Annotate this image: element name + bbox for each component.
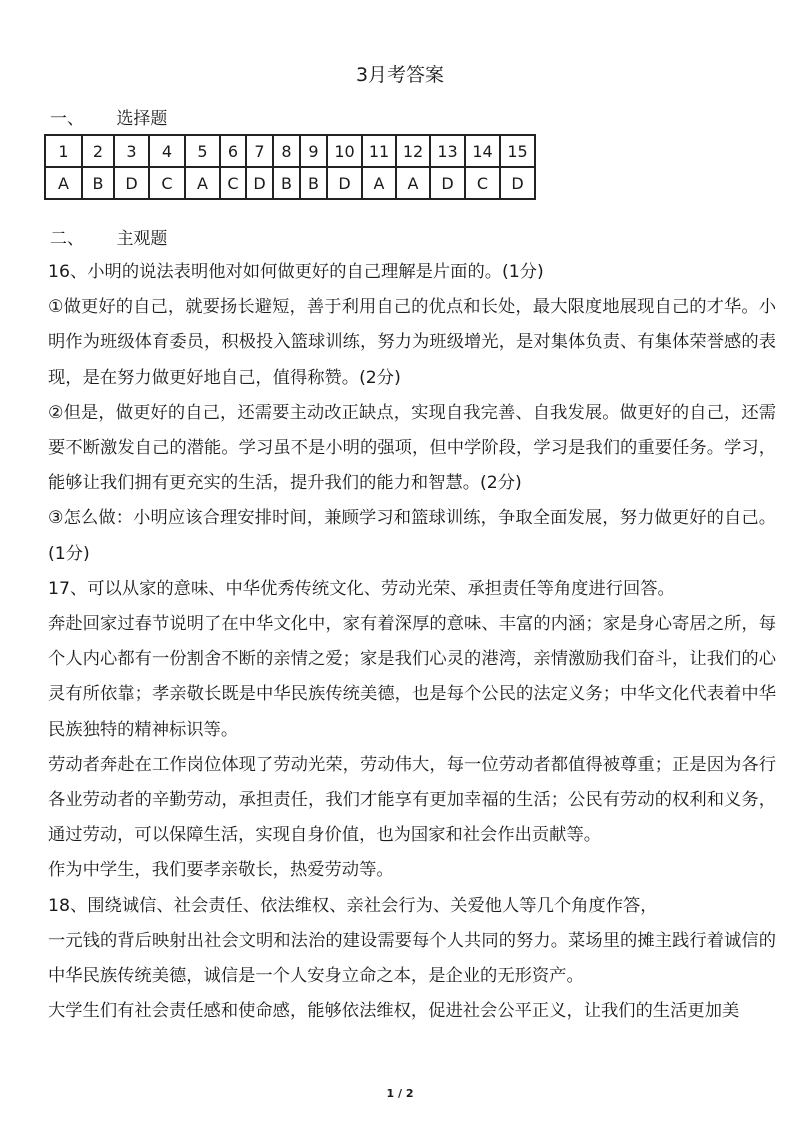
paragraph-q18-intro: 18、围绕诚信、社会责任、依法维权、亲社会行为、关爱他人等几个角度作答， (48, 895, 658, 916)
question-number-cell: 6 (220, 135, 246, 167)
answer-cell: D (246, 167, 273, 199)
answer-cell: B (82, 167, 114, 199)
question-number-cell: 13 (430, 135, 465, 167)
answer-cell: B (273, 167, 300, 199)
answer-cell: D (327, 167, 362, 199)
page-number: 1 / 2 (386, 1087, 414, 1100)
answer-cell: C (220, 167, 246, 199)
section-one-heading (50, 104, 167, 129)
question-number-cell: 8 (273, 135, 300, 167)
paragraph-q16-intro: 16、小明的说法表明他对如何做更好的自己理解是片面的。(1分) (48, 262, 544, 282)
answer-cell: A (362, 167, 396, 199)
question-number-cell: 15 (500, 135, 535, 167)
question-number-cell: 14 (465, 135, 500, 167)
answer-cell: A (45, 167, 82, 199)
paragraph-q17-student: 作为中学生，我们要孝亲敬长，热爱劳动等。 (48, 860, 394, 881)
question-number-row (45, 135, 535, 167)
answer-content (48, 255, 776, 1029)
answer-cell: C (149, 167, 185, 199)
paragraph-q18-integrity: 一元钱的背后映射出社会文明和法治的建设需要每个人共同的努力。菜场里的摊主践行着诚信的中华民族传统美德，诚信是一个人安身立命之本，是企业的无形资产。 (48, 930, 776, 987)
question-number-cell: 7 (246, 135, 273, 167)
page-title: 3月考答案 (355, 64, 445, 86)
answer-cell: A (396, 167, 430, 199)
answer-table (44, 134, 536, 200)
question-number-cell: 3 (114, 135, 149, 167)
paragraph-q18-responsibility: 大学生们有社会责任感和使命感，能够依法维权，促进社会公平正义，让我们的生活更加美 (48, 1001, 740, 1022)
question-number-cell: 1 (45, 135, 82, 167)
answer-cell: D (500, 167, 535, 199)
question-number-cell: 11 (362, 135, 396, 167)
answer-row (45, 167, 535, 199)
section-two-title: 主观题 (116, 229, 168, 249)
paragraph-q17-family: 奔赴回家过春节说明了在中华文化中，家有着深厚的意味、丰富的内涵；家是身心寄居之所，每个人内心都有一份割舍不断的亲情之爱；家是我们心灵的港湾，亲情激励我们奋斗，让我们的心灵有所依靠；孝亲敬长既是中华民族传统美德，也是每个公民的法定义务；中华文化代表着中华民族独特的精神标识等。 (48, 614, 776, 740)
paragraph-q17-intro: 17、可以从家的意味、中华优秀传统文化、劳动光荣、承担责任等角度进行回答。 (48, 578, 675, 599)
question-number-cell: 9 (300, 135, 327, 167)
section-one-number: 一、 (50, 109, 84, 129)
answer-cell: A (185, 167, 220, 199)
section-one-title: 选择题 (116, 109, 168, 129)
paragraph-q17-labor: 劳动者奔赴在工作岗位体现了劳动光荣，劳动伟大，每一位劳动者都值得被尊重；正是因为各行各业劳动者的辛勤劳动，承担责任，我们才能享有更加幸福的生活；公民有劳动的权利和义务，通过劳动，可以保障生活，实现自身价值，也为国家和社会作出贡献等。 (48, 754, 776, 846)
section-two-number: 二、 (50, 229, 84, 249)
question-number-cell: 2 (82, 135, 114, 167)
paragraph-q16-point-1: ①做更好的自己，就要扬长避短，善于利用自己的优点和长处，最大限度地展现自己的才华。小明作为班级体育委员，积极投入篮球训练，努力为班级增光，是对集体负责、有集体荣誉感的表现，是在努力做更好地自己，值得称赞。(2分) (48, 297, 776, 388)
answer-cell: C (465, 167, 500, 199)
question-number-cell: 5 (185, 135, 220, 167)
answer-cell: B (300, 167, 327, 199)
question-number-cell: 10 (327, 135, 362, 167)
question-number-cell: 12 (396, 135, 430, 167)
question-number-cell: 4 (149, 135, 185, 167)
answer-cell: D (114, 167, 149, 199)
section-two-heading (50, 224, 167, 249)
paragraph-q16-point-2: ②但是，做更好的自己，还需要主动改正缺点，实现自我完善、自我发展。做更好的自己，还需要不断激发自己的潜能。学习虽不是小明的强项，但中学阶段，学习是我们的重要任务。学习，能够让我们拥有更充实的生活，提升我们的能力和智慧。(2分) (48, 402, 776, 494)
paragraph-q16-point-3: ③怎么做：小明应该合理安排时间，兼顾学习和篮球训练，争取全面发展，努力做更好的自己。(1分) (48, 508, 776, 564)
answer-cell: D (430, 167, 465, 199)
